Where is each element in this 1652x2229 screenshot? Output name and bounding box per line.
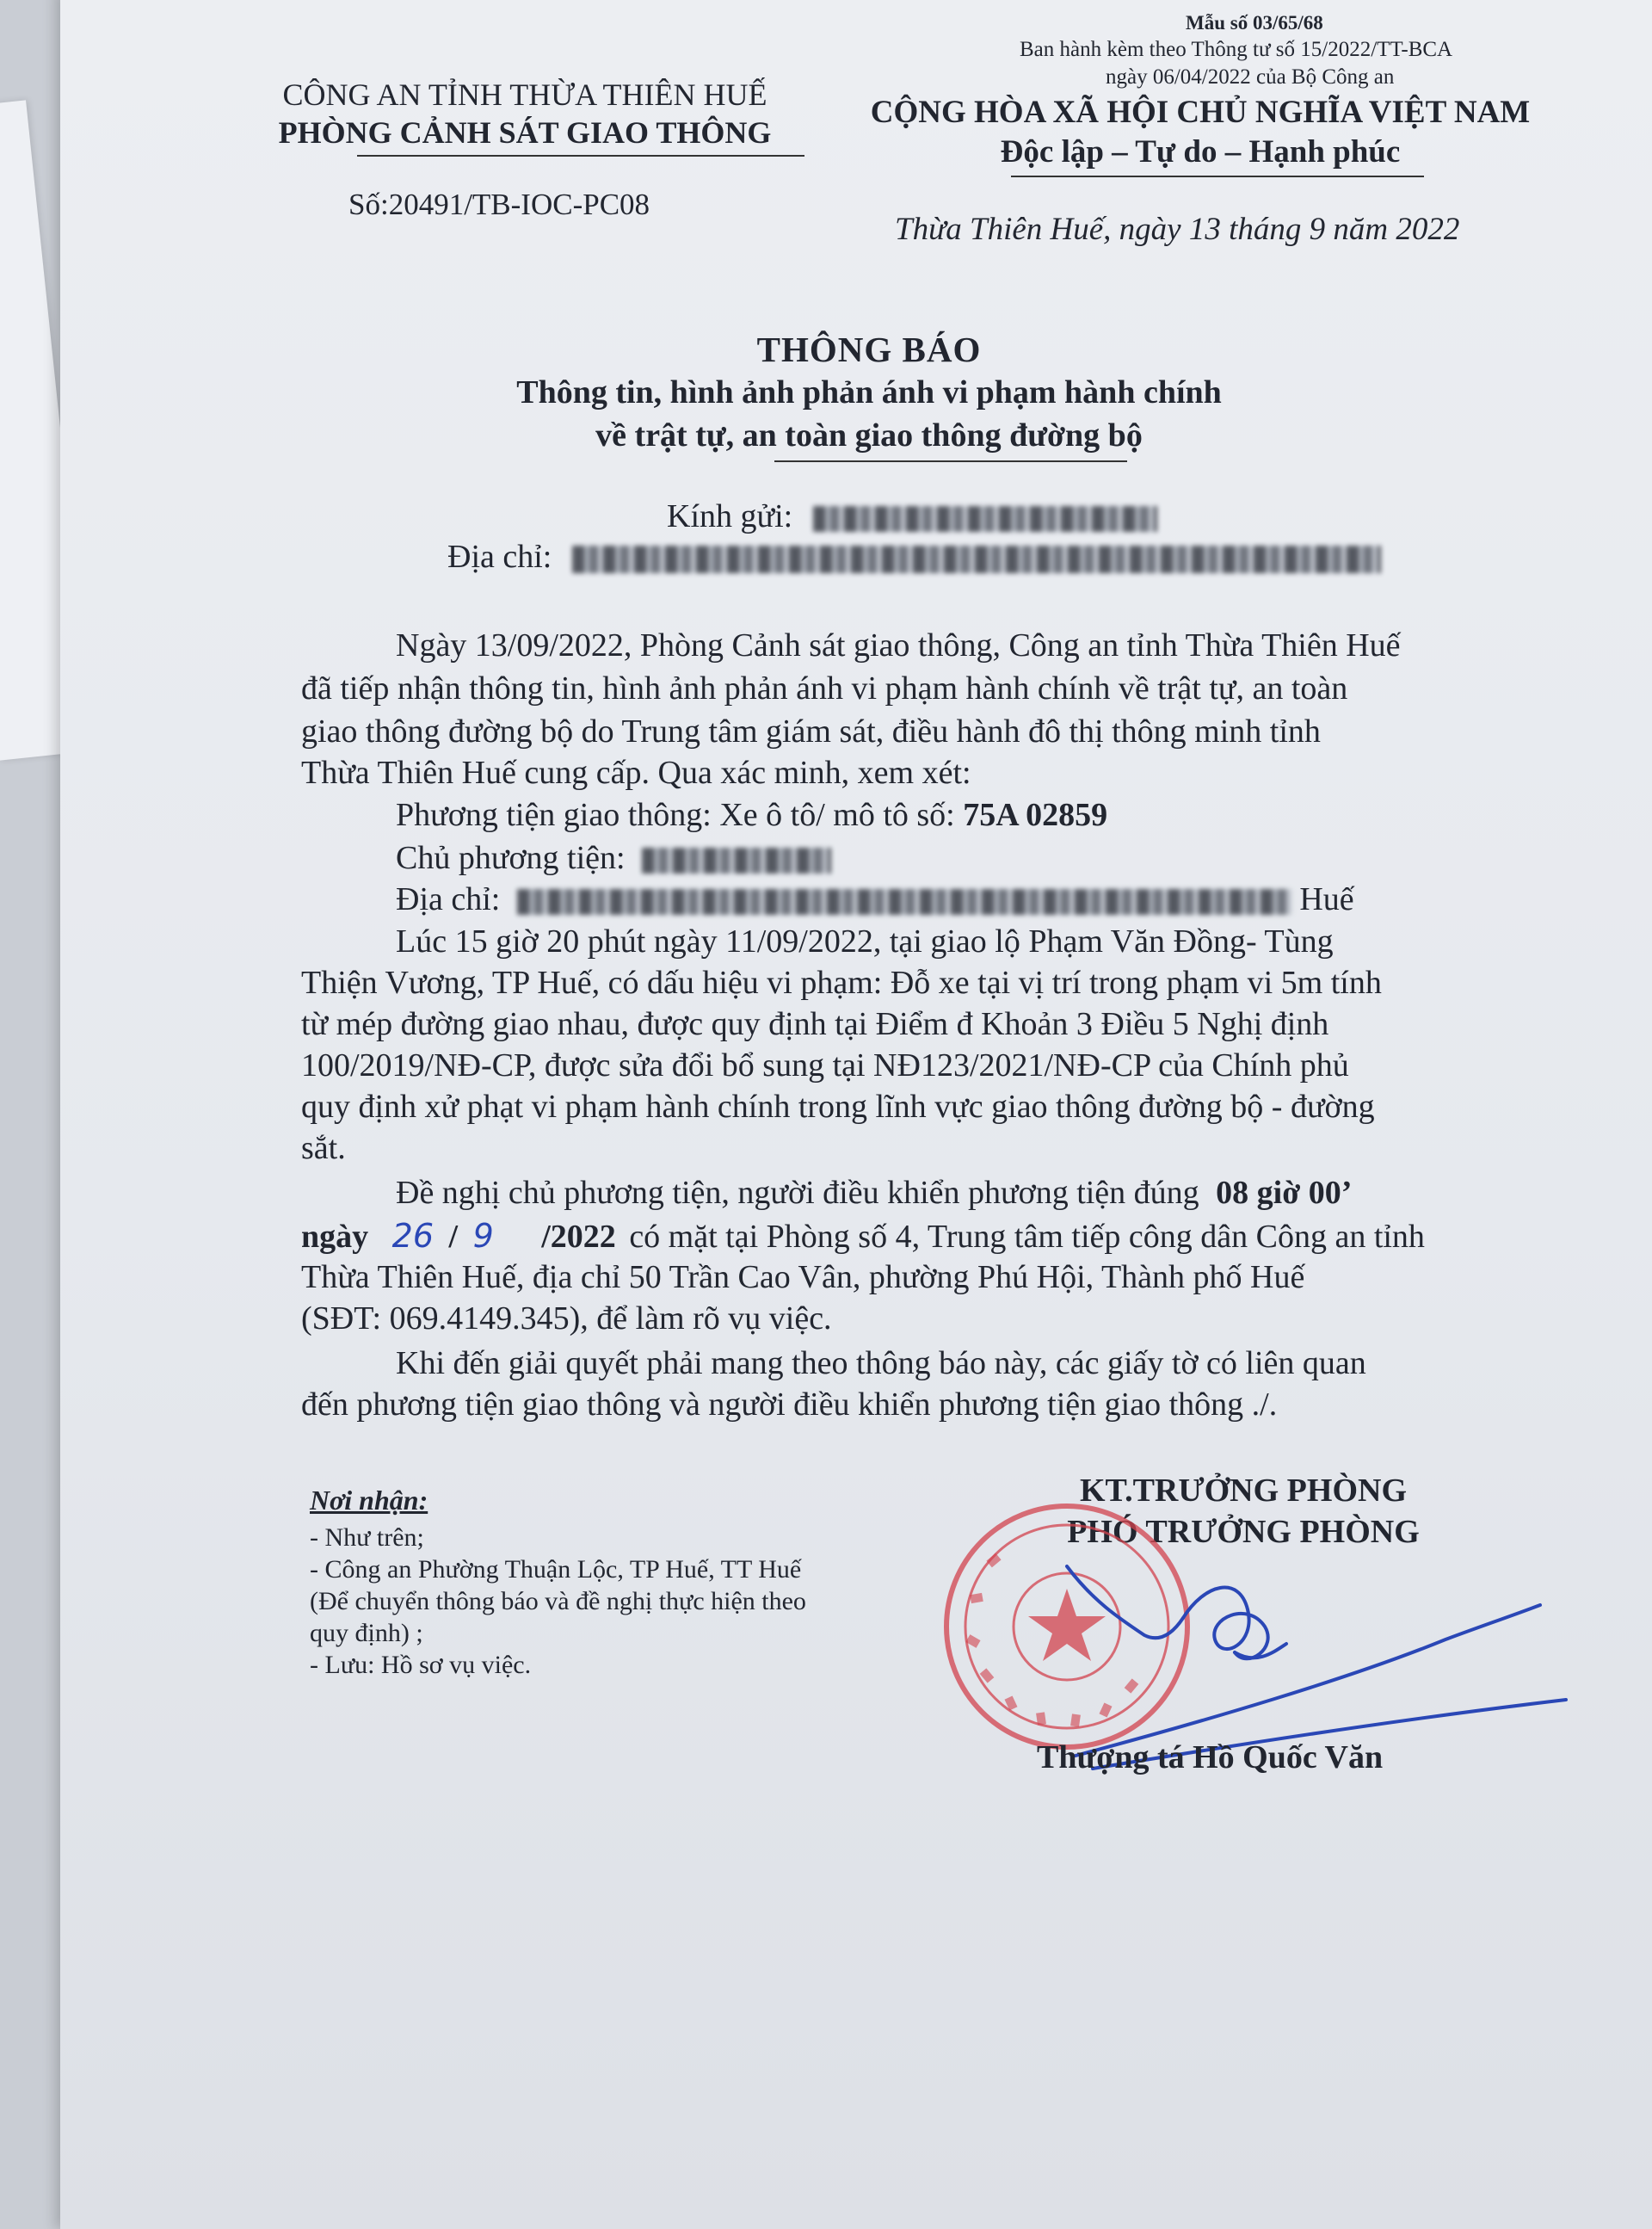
appointment-time: 08 giờ 00’: [1216, 1175, 1353, 1211]
motto-underline: [1011, 176, 1424, 177]
document-subtitle-1: Thông tin, hình ảnh phản ánh vi phạm hành chính: [516, 374, 1222, 411]
recipient-label: Kính gửi:: [667, 498, 793, 534]
handwritten-day: 26: [391, 1217, 434, 1255]
form-number: Mẫu số 03/65/68: [1186, 12, 1323, 34]
body-line: Thiện Vương, TP Huế, có dấu hiệu vi phạm: Đỗ xe tại vị trí trong phạm vi 5m tính: [301, 965, 1382, 1001]
recipients-title: Nơi nhận:: [310, 1485, 428, 1516]
place-date: Thừa Thiên Huế, ngày 13 tháng 9 năm 2022: [895, 212, 1460, 247]
recipients-item: - Công an Phường Thuận Lộc, TP Huế, TT Huế: [310, 1555, 802, 1584]
recipient-line: [667, 497, 1157, 535]
appointment-text: Đề nghị chủ phương tiện, người điều khiển phương tiện đúng: [396, 1175, 1199, 1211]
body-line: sắt.: [301, 1130, 346, 1166]
appointment-year: /2022: [541, 1219, 616, 1255]
signature-title-2: PHÓ TRƯỞNG PHÒNG: [1067, 1514, 1420, 1550]
agency-name: CÔNG AN TỈNH THỪA THIÊN HUẾ: [282, 77, 767, 112]
subtitle-underline: [774, 460, 1127, 462]
department-name: PHÒNG CẢNH SÁT GIAO THÔNG: [278, 115, 772, 150]
document-title: THÔNG BÁO: [756, 330, 982, 369]
vehicle-label: Phương tiện giao thông: Xe ô tô/ mô tô số:: [396, 797, 955, 833]
recipients-item: - Như trên;: [310, 1523, 424, 1552]
agency-underline: [357, 155, 804, 157]
body-line: Thừa Thiên Huế cung cấp. Qua xác minh, xem xét:: [301, 755, 971, 791]
body-line: Thừa Thiên Huế, địa chỉ 50 Trần Cao Vân, phường Phú Hội, Thành phố Huế: [301, 1259, 1305, 1295]
body-line: Khi đến giải quyết phải mang theo thông báo này, các giấy tờ có liên quan: [396, 1345, 1366, 1381]
handwritten-month: 9: [472, 1217, 494, 1255]
body-line: Ngày 13/09/2022, Phòng Cảnh sát giao thông, Công an tỉnh Thừa Thiên Huế: [396, 627, 1401, 664]
body-line: Lúc 15 giờ 20 phút ngày 11/09/2022, tại giao lộ Phạm Văn Đồng- Tùng: [396, 923, 1334, 960]
body-line: đã tiếp nhận thông tin, hình ảnh phản ánh vi phạm hành chính về trật tự, an toàn: [301, 670, 1348, 707]
recipients-item: - Lưu: Hồ sơ vụ việc.: [310, 1651, 532, 1679]
issued-line-1: Ban hành kèm theo Thông tư số 15/2022/TT-BCA: [1020, 38, 1453, 61]
signature-title-1: KT.TRƯỞNG PHÒNG: [1080, 1473, 1407, 1509]
body-line: quy định xử phạt vi phạm hành chính trong lĩnh vực giao thông đường bộ - đường: [301, 1089, 1375, 1125]
license-plate: 75A 02859: [963, 797, 1108, 833]
signer-name: Thượng tá Hồ Quốc Văn: [1037, 1739, 1384, 1775]
agency-block: [232, 76, 817, 151]
appointment-date-line: [301, 1217, 1425, 1256]
body-line: 100/2019/NĐ-CP, được sửa đổi bổ sung tại NĐ123/2021/NĐ-CP của Chính phủ: [301, 1047, 1349, 1084]
appointment-location: có mặt tại Phòng số 4, Trung tâm tiếp công dân Công an tỉnh: [629, 1219, 1425, 1255]
owner-address-tail: Huế: [1299, 881, 1354, 917]
recipient-address-label: Địa chỉ:: [447, 539, 552, 575]
appointment-day-label: ngày: [301, 1219, 369, 1255]
document-number: Số:20491/TB-IOC-PC08: [348, 188, 650, 221]
owner-address-line: [396, 880, 1354, 918]
body-line: từ mép đường giao nhau, được quy định tại Điểm đ Khoản 3 Điều 5 Nghị định: [301, 1006, 1329, 1042]
recipient-address-line: [447, 538, 1381, 576]
owner-label: Chủ phương tiện:: [396, 840, 626, 876]
date-separator: /: [448, 1219, 459, 1255]
redacted-owner-name: [642, 848, 831, 874]
redacted-owner-address: [517, 889, 1291, 915]
appointment-line: [396, 1174, 1352, 1212]
redacted-recipient-name: [813, 506, 1157, 532]
body-line: (SĐT: 069.4149.345), để làm rõ vụ việc.: [301, 1300, 832, 1337]
recipients-item: (Để chuyển thông báo và đề nghị thực hiện theo: [310, 1587, 806, 1615]
recipients-item: quy định) ;: [310, 1619, 423, 1647]
body-line: giao thông đường bộ do Trung tâm giám sát, điều hành đô thị thông minh tỉnh: [301, 713, 1321, 750]
nation-motto: Độc lập – Tự do – Hạnh phúc: [1000, 134, 1401, 170]
issued-line-2: ngày 06/04/2022 của Bộ Công an: [1106, 65, 1395, 89]
owner-line: [396, 839, 831, 877]
owner-address-label: Địa chỉ:: [396, 881, 501, 917]
body-line: đến phương tiện giao thông và người điều khiển phương tiện giao thông ./.: [301, 1386, 1278, 1423]
nation-name: CỘNG HÒA XÃ HỘI CHỦ NGHĨA VIỆT NAM: [870, 95, 1531, 130]
nation-block: [835, 93, 1566, 172]
redacted-recipient-address: [572, 546, 1381, 573]
vehicle-line: [396, 796, 1107, 834]
document-subtitle-2: về trật tự, an toàn giao thông đường bộ: [595, 417, 1143, 454]
